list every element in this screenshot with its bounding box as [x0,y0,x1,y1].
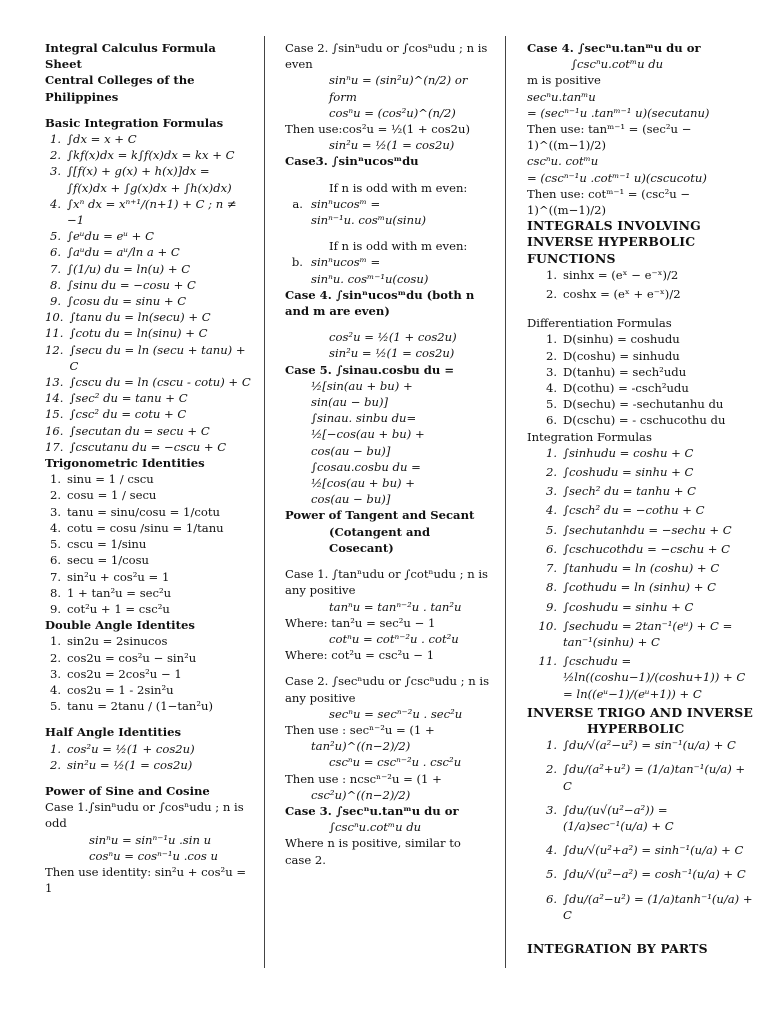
formula-text: D(coshu) = sinhudu [563,348,680,363]
formula-item [45,309,253,325]
item-number: 6. [49,245,61,260]
formula-text: cotu = cosu /sinu = 1/tanu [67,520,224,535]
formula-item [45,585,253,601]
col3-case-4-text: Case 4. ∫secⁿu.tanᵐu du or [527,41,701,55]
item-number: 8. [49,585,61,600]
case-3-condition: If n is odd with m even: [329,180,468,195]
formula-text: ∫du/(a²−u²) = (1/a)tanh⁻¹(u/a) + C [563,891,753,922]
formula-line: ∫sinau. sinbu du= [311,411,417,426]
formula-text: ∫sech² du = tanhu + C [563,484,697,499]
formula-text: secu = 1/cosu [67,553,150,568]
tan-case-2-line: csc²u)^((n−2)/2) [311,787,411,802]
formula-item [45,698,253,714]
item-number: 7. [49,569,61,584]
formula-text: ∫sinhudu = coshu + C [563,445,694,460]
item-number: 1. [545,738,557,753]
case-4-text: Case 4. ∫sinⁿucosᵐdu (both n and m are even) [285,287,475,319]
item-number: 6. [545,541,557,556]
formula-item [527,599,755,615]
case-1-line: cosⁿu = cosⁿ⁻¹u .cos u [89,848,218,863]
formula-text: sinu = 1 / cscu [67,472,154,487]
case-1-text: Case 1.∫sinⁿudu or ∫cosⁿudu ; n is odd [45,800,244,831]
col3-line: = (cscⁿ⁻¹u .cotᵐ⁻¹ u)(cscucotu) [527,170,707,185]
formula-text: ∫sec² du = tanu + C [69,391,188,406]
case-2-line: cosⁿu = (cos²u)^(n/2) [329,105,456,120]
item-number: 2. [545,465,557,480]
formula-item [45,293,253,309]
formula-item [527,802,755,834]
formula-text: D(tanhu) = sech²udu [563,364,687,379]
item-number: 5. [49,229,61,244]
formula-text: ∫tanu du = ln(secu) + C [69,310,211,325]
formula-text: ∫(1/u) du = ln(u) + C [67,261,191,276]
formula-text: tanu = 2tanu / (1−tan²u) [67,699,214,714]
item-number: 6. [545,891,557,906]
case-2-line: sinⁿu = (sin²u)^(n/2) or form [329,73,468,104]
formula-text: ∫cothudu = ln (sinhu) + C [563,580,717,595]
case-3-text: Case3. ∫sinⁿucosᵐdu [285,154,419,169]
formula-item [527,737,755,753]
item-number: 4. [49,520,61,535]
integration-formulas-heading: Integration Formulas [527,429,652,444]
col3-line: Then use: tanᵐ⁻¹ = (sec²u − 1)^((m−1)/2) [527,122,692,153]
formula-item [45,244,253,260]
school-name: Central Colleges of the Philippines [45,73,195,104]
formula-item [527,483,755,499]
item-number: 1. [49,741,61,756]
case-5-text: Case 5. ∫sinau.cosbu du = [285,362,455,377]
case-1-line: Then use identity: sin²u + cos²u = 1 [45,864,247,896]
item-number: 7. [545,561,557,576]
formula-text: sin²u + cos²u = 1 [67,569,170,584]
formula-item [45,147,253,163]
double-angle-list [45,633,253,714]
formula-text: cos²u = ½(1 + cos2u) [67,741,195,756]
formula-item [45,423,253,439]
trig-identities-list [45,471,253,617]
inverse-trigo-list [527,737,755,923]
formula-item [527,579,755,595]
formula-text: ∫du/√(a²−u²) = sin⁻¹(u/a) + C [563,738,736,753]
column-1 [45,40,253,896]
case-2-text: Case 2. ∫sinⁿudu or ∫cosⁿudu ; n is even [285,41,488,72]
item-number: 12. [45,342,64,357]
formula-item [527,364,755,380]
item-number: 5. [545,522,557,537]
item-number: 4. [545,503,557,518]
formula-item [45,131,253,147]
item-number: 1. [545,445,557,460]
formula-line: ∫cosau.cosbu du = [311,459,421,474]
item-number: 16. [45,423,64,438]
formula-text: cos2u = 1 - 2sin²u [67,682,174,697]
item-number: 7. [49,261,61,276]
tan-case-1-text: Case 1. ∫tanⁿudu or ∫cotⁿudu ; n is any positive [285,567,488,598]
tan-case-2-line: secⁿu = secⁿ⁻²u . sec²u [329,706,463,721]
item-number: 5. [49,699,61,714]
case-3-a-line: sinⁿ⁻¹u. cosᵐu(sinu) [311,213,427,228]
formula-item [527,618,755,650]
formula-item [45,325,253,341]
tan-case-3-line: ∫cscⁿu.cotᵐu du [329,820,422,835]
formula-item [527,866,755,882]
tan-case-2-line: tan²u)^((n−2)/2) [311,739,411,754]
formula-item [45,439,253,455]
formula-item [45,682,253,698]
col3-line: cscⁿu. cotᵐu [527,154,599,169]
item-number: 6. [545,413,557,428]
tan-case-1-line: Where: cot²u = csc²u − 1 [285,648,435,663]
formula-text: ∫cosu du = sinu + C [67,294,187,309]
item-number: 9. [545,599,557,614]
item-number: 2. [49,757,61,772]
formula-text: ∫kf(x)dx = k∫f(x)dx = kx + C [67,148,235,163]
column-2 [285,40,490,868]
formula-text: sin²u = ½(1 = cos2u) [67,757,193,772]
formula-text: ∫du/√(u²−a²) = cosh⁻¹(u/a) + C [563,867,746,882]
col3-line: = (secⁿ⁻¹u .tanᵐ⁻¹ u)(secutanu) [527,105,710,120]
tan-case-1-line: Where: tan²u = sec²u − 1 [285,615,436,630]
formula-item [527,891,755,923]
item-number: 4. [545,843,557,858]
sheet-title: Integral Calculus Formula Sheet [45,41,216,72]
formula-item [527,761,755,793]
formula-item [45,261,253,277]
item-number: 9. [49,294,61,309]
formula-text: sin2u = 2sinucos [67,634,168,649]
item-number: 4. [545,381,557,396]
item-number: 11. [45,326,64,341]
integration-formulas-list [527,445,755,702]
formula-item [45,406,253,422]
cotangent-cosecant-heading: (Cotangent and Cosecant) [329,524,431,555]
formula-item [45,228,253,244]
col3-line: Then use: cotᵐ⁻¹ = (csc²u − 1)^((m−1)/2) [527,186,691,218]
formula-text: D(sinhu) = coshudu [563,332,680,347]
formula-text: sinhx = (eˣ − e⁻ˣ)/2 [563,267,679,282]
formula-item [527,348,755,364]
formula-line: cos(au − bu)] [311,443,391,458]
formula-item [527,380,755,396]
case-3-a-label: a. [292,196,303,211]
formula-text: cot²u + 1 = csc²u [67,601,170,616]
formula-text: 1 + tan²u = sec²u [67,585,172,600]
item-number: 3. [49,666,61,681]
case-2-line: sin²u = ½(1 = cos2u) [329,138,455,153]
formula-text: cosu = 1 / secu [67,488,157,503]
formula-item [45,666,253,682]
formula-text: ∫sechutanhdu = −sechu + C [563,522,732,537]
formula-line: sin(au − bu)] [311,395,389,410]
differentiation-list [527,331,755,428]
item-number: 17. [45,439,64,454]
case-4-line: cos²u = ½(1 + cos2u) [329,330,457,345]
item-number: 11. [538,654,557,669]
formula-item [527,560,755,576]
formula-item [527,267,755,283]
case-3-a-line: sinⁿucosᵐ = [311,196,381,211]
basic-formulas-heading: Basic Integration Formulas [45,115,224,130]
formula-item [527,502,755,518]
formula-text: tanu = sinu/cosu = 1/cotu [67,504,220,519]
formula-item [45,374,253,390]
col3-line: m is positive [527,73,601,88]
item-number: 2. [49,488,61,503]
formula-item [45,390,253,406]
formula-text: coshx = (eˣ + e⁻ˣ)/2 [563,287,681,302]
formula-item [45,741,253,757]
formula-item [527,464,755,480]
tan-case-3-text: Case 3. ∫secⁿu.tanᵐu du or [285,803,459,818]
item-number: 10. [45,310,64,325]
case-5-lines [285,378,490,508]
item-number: 3. [545,484,557,499]
formula-item [45,277,253,293]
formula-item [527,445,755,461]
item-number: 3. [49,164,61,179]
tan-case-2-text: Case 2. ∫secⁿudu or ∫cscⁿudu ; n is any positive [285,674,490,705]
formula-text: ∫sinu du = −cosu + C [67,277,196,292]
item-number: 5. [545,867,557,882]
formula-item [45,163,253,195]
formula-text: ∫cscu du = ln (cscu - cotu) + C [69,375,251,390]
item-number: 4. [49,682,61,697]
item-number: 15. [45,407,64,422]
case-3-a-row [285,196,490,212]
power-sine-cosine-heading: Power of Sine and Cosine [45,783,210,798]
tan-case-2-line: Then use : ncscⁿ⁻²u = (1 + [285,771,442,786]
tan-case-1-line: tanⁿu = tanⁿ⁻²u . tan²u [329,599,462,614]
formula-item [527,653,755,702]
case-4-line: sin²u = ½(1 = cos2u) [329,346,455,361]
case-3-b-row [285,254,490,270]
item-number: 8. [49,277,61,292]
item-number: 1. [545,332,557,347]
formula-text: ∫dx = x + C [67,132,137,147]
formula-item [45,342,253,374]
formula-text: ∫cotu du = ln(sinu) + C [69,326,208,341]
formula-text: ∫[f(x) + g(x) + h(x)]dx = ∫f(x)dx + ∫g(x)dx + ∫h(x)dx) [67,164,232,195]
item-number: 4. [49,196,61,211]
item-number: 5. [545,397,557,412]
item-number: 13. [45,375,64,390]
formula-line: ½[sin(au + bu) + [311,378,413,393]
formula-text: ∫tanhudu = ln (coshu) + C [563,561,720,576]
formula-item [45,504,253,520]
formula-text: ∫xⁿ dx = xⁿ⁺¹/(n+1) + C ; n ≠ −1 [67,196,237,228]
case-1-line: sinⁿu = sinⁿ⁻¹u .sin u [89,832,212,847]
column-divider-right [505,36,506,968]
item-number: 5. [49,537,61,552]
tan-case-1-line: cotⁿu = cotⁿ⁻²u . cot²u [329,631,459,646]
tangent-secant-heading: Power of Tangent and Secant [285,508,475,523]
formula-item [527,842,755,858]
formula-text: cscu = 1/sinu [67,537,147,552]
item-number: 2. [545,348,557,363]
case-3-b-line: sinⁿucosᵐ = [311,255,381,270]
case-3-b-label: b. [291,255,303,270]
tan-case-2-line: cscⁿu = cscⁿ⁻²u . csc²u [329,755,462,770]
item-number: 6. [49,553,61,568]
item-number: 1. [545,267,557,282]
inverse-hyperbolic-heading: INTEGRALS INVOLVING INVERSE HYPERBOLIC FUNCTIONS [527,218,701,266]
tan-case-2-line: Then use : secⁿ⁻²u = (1 + [285,722,435,737]
tan-case-3-line: Where n is positive, similar to case 2. [285,836,461,867]
item-number: 9. [49,601,61,616]
formula-item [45,601,253,617]
formula-text: ∫secu du = ln (secu + tanu) + C [69,342,246,373]
item-number: 1. [49,132,61,147]
formula-item [45,487,253,503]
formula-text: cos2u = 2cos²u − 1 [67,666,182,681]
item-number: 1. [49,472,61,487]
formula-item [45,552,253,568]
item-number: 3. [545,802,557,817]
formula-item [45,757,253,773]
item-number: 10. [538,618,557,633]
formula-text: ∫secutan du = secu + C [69,423,210,438]
inverse-trigo-heading: INVERSE TRIGO AND INVERSE [527,704,754,720]
formula-item [45,520,253,536]
formula-line: ½[cos(au + bu) + [311,476,415,491]
formula-text: ∫cschudu = ½ln((coshu−1)/(coshu+1)) + C = ln((eᵘ−1)/(eᵘ+1)) + C [563,654,746,701]
formula-item [527,286,755,302]
item-number: 3. [545,364,557,379]
inverse-trigo-heading-2: HYPERBOLIC [587,720,685,736]
differentiation-heading: Differentiation Formulas [527,316,672,331]
formula-item [527,331,755,347]
formula-item [527,541,755,557]
item-number: 2. [545,762,557,777]
half-angle-heading: Half Angle Identities [45,725,182,740]
formula-item [45,471,253,487]
formula-text: ∫coshudu = sinhu + C [563,599,694,614]
formula-line: cos(au − bu)] [311,492,391,507]
formula-text: cos2u = cos²u − sin²u [67,650,197,665]
case-2-line: Then use:cos²u = ½(1 + cos2u) [285,122,471,137]
item-number: 2. [49,650,61,665]
case-3-b-line: sinⁿu. cosᵐ⁻¹u(cosu) [311,271,429,286]
formula-text: ∫sechudu = 2tan⁻¹(eᵘ) + C = tan⁻¹(sinhu) + C [563,618,733,649]
formula-text: ∫coshudu = sinhu + C [563,465,694,480]
formula-text: D(sechu) = -sechutanhu du [563,397,724,412]
formula-item [527,396,755,412]
basic-formulas-list [45,131,253,455]
formula-text: ∫aᵘdu = aᵘ/ln a + C [67,245,180,260]
column-3 [527,40,755,957]
formula-text: D(cothu) = -csch²udu [563,381,689,396]
col3-case-4-line: ∫cscⁿu.cotᵐu du [571,57,664,72]
formula-item [527,412,755,428]
formula-item [45,536,253,552]
item-number: 2. [49,148,61,163]
formula-item [527,522,755,538]
formula-text: ∫cscutanu du = −cscu + C [69,439,227,454]
item-number: 8. [545,580,557,595]
formula-text: ∫cschucothdu = −cschu + C [563,541,731,556]
hyperbolic-definitions-list [527,267,755,302]
formula-text: ∫du/√(u²+a²) = sinh⁻¹(u/a) + C [563,843,744,858]
formula-item [45,650,253,666]
col3-line: secⁿu.tanᵐu [527,89,596,104]
formula-item [45,633,253,649]
formula-item [45,196,253,228]
formula-line: ½[−cos(au + bu) + [311,427,425,442]
item-number: 1. [49,634,61,649]
half-angle-list [45,741,253,773]
case-3-condition: If n is odd with m even: [329,239,468,254]
formula-text: ∫csc² du = cotu + C [69,407,187,422]
item-number: 3. [49,504,61,519]
integration-by-parts-heading: INTEGRATION BY PARTS [527,940,708,956]
column-divider-left [264,36,265,968]
formula-text: ∫eᵘdu = eᵘ + C [67,229,154,244]
formula-text: ∫csch² du = −cothu + C [563,503,705,518]
formula-text: D(cschu) = - cschucothu du [563,413,726,428]
formula-text: ∫du/(u√(u²−a²)) = (1/a)sec⁻¹(u/a) + C [563,802,674,833]
item-number: 14. [45,391,64,406]
item-number: 2. [545,287,557,302]
formula-item [45,569,253,585]
double-angle-heading: Double Angle Identites [45,618,195,633]
trig-identities-heading: Trigonometric Identities [45,456,205,471]
formula-text: ∫du/(a²+u²) = (1/a)tan⁻¹(u/a) + C [563,762,746,793]
